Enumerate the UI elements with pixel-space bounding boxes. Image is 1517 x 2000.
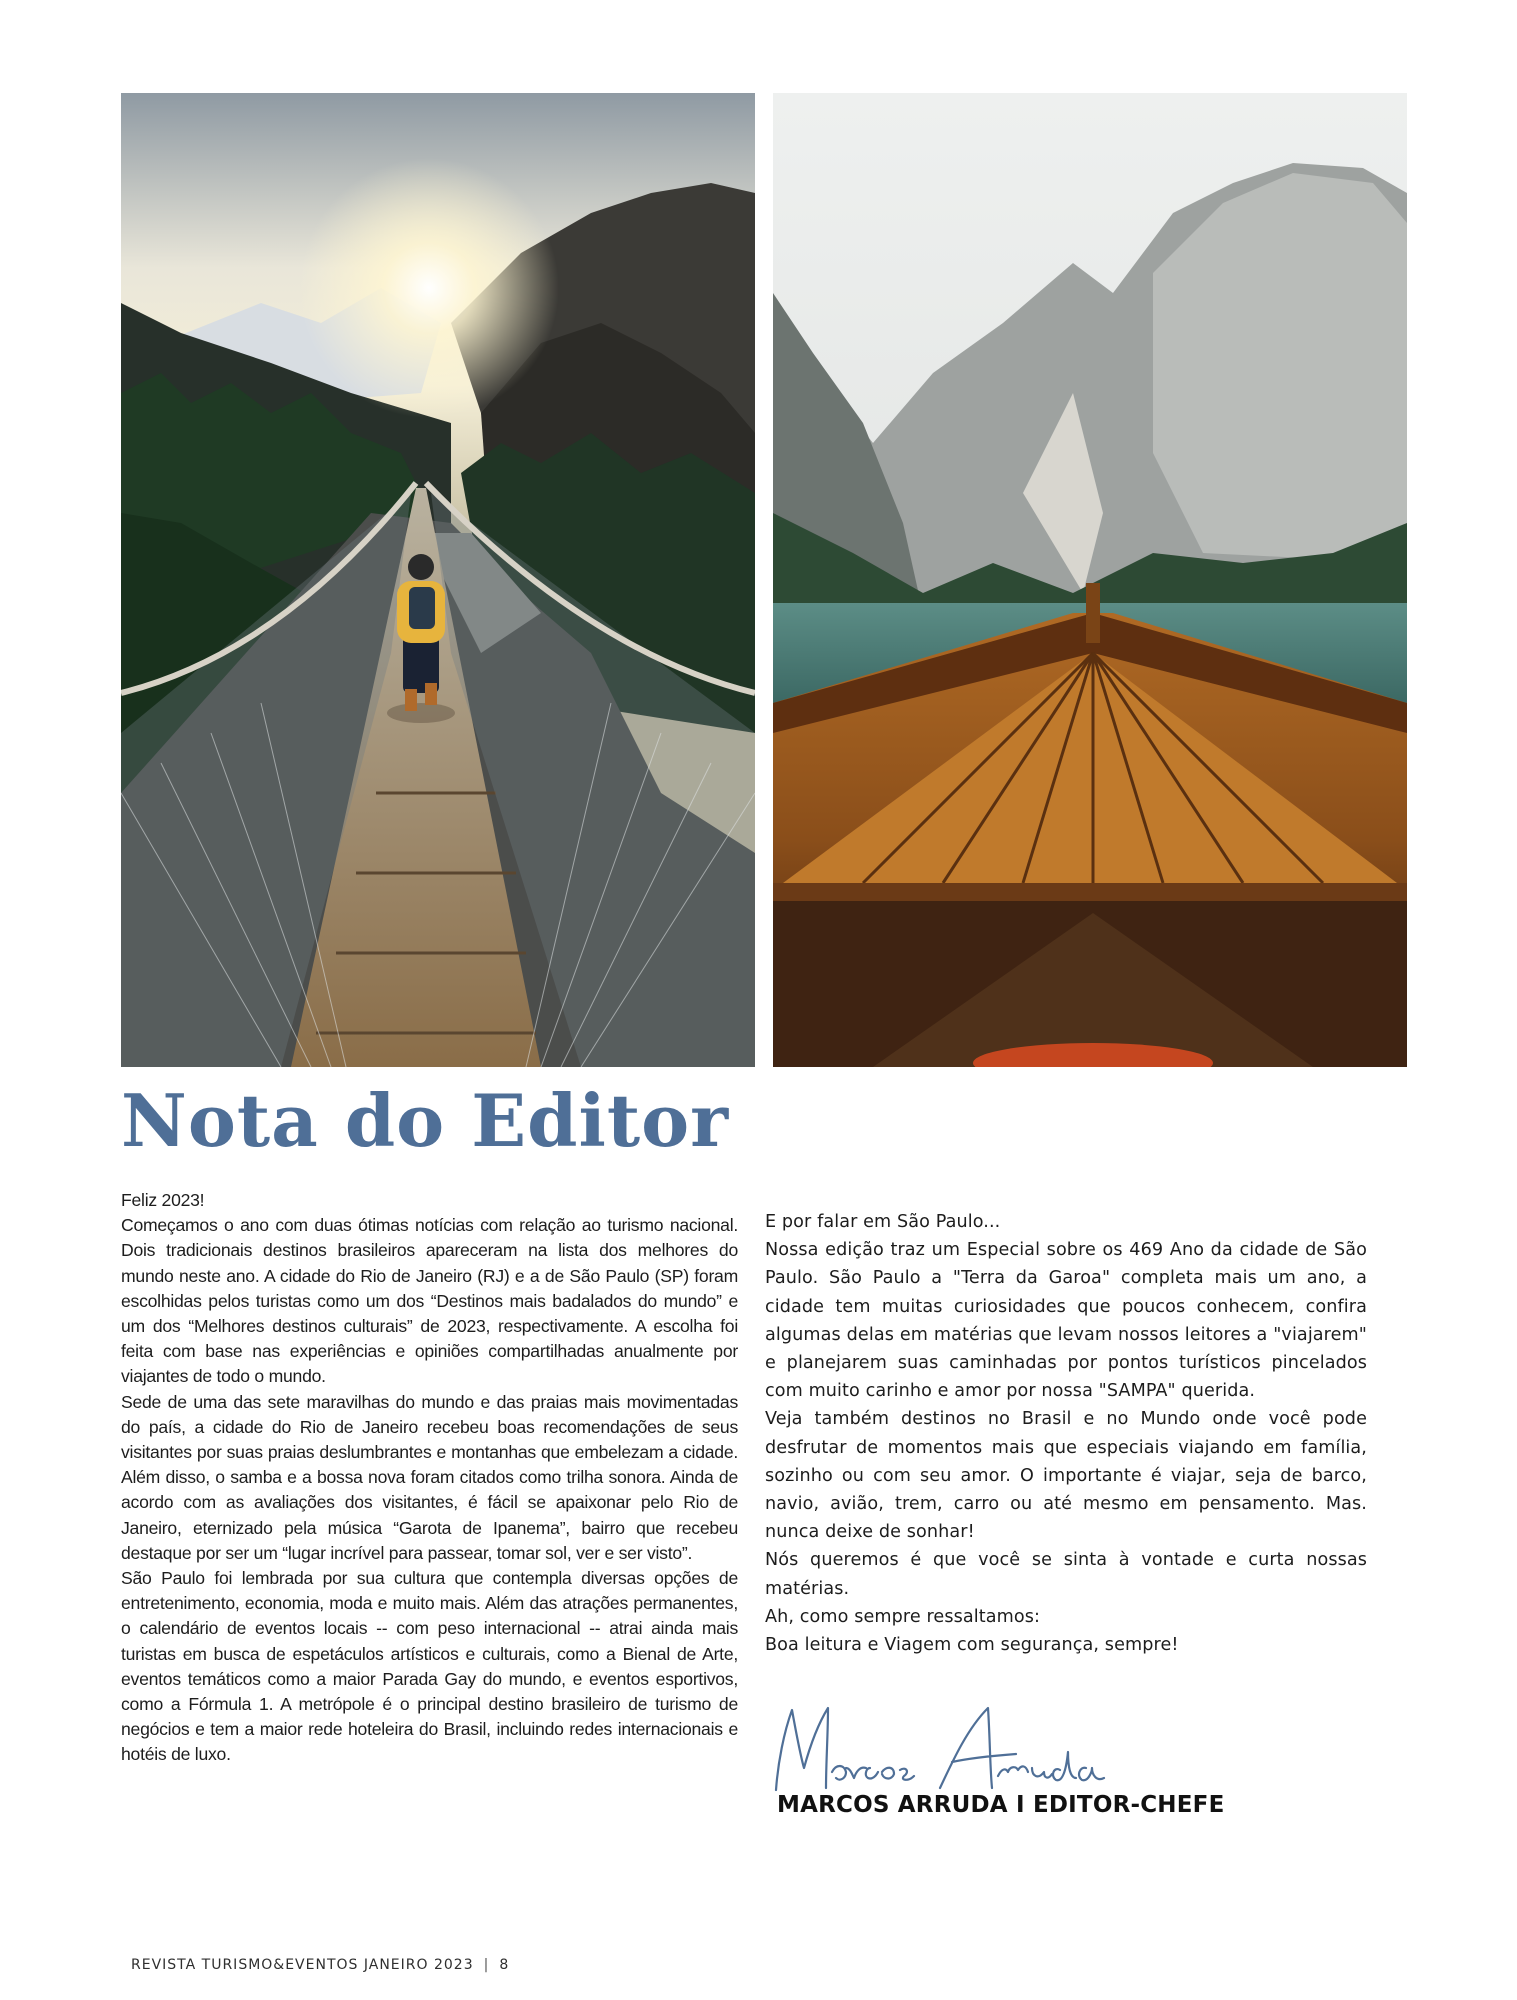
body-paragraph: Nós queremos é que você se sinta à vontade e curta nossas matérias. bbox=[765, 1550, 1367, 1599]
publication-name: REVISTA TURISMO&EVENTOS JANEIRO 2023 bbox=[131, 1957, 474, 1973]
handwritten-signature bbox=[770, 1702, 1130, 1794]
bridge-photo bbox=[121, 93, 755, 1067]
body-paragraph: Sede de uma das sete maravilhas do mundo e das praias mais movimentadas do país, a cidade do Rio de Janeiro recebeu boas recomendações de seus visitantes por suas praias deslumbrantes e montanhas que embelezam a cidade. Além disso, o samba e a bossa nova foram citados como trilha sonora. Ainda de acordo com as avaliações dos visitantes, é fácil se apaixonar pelo Rio de Janeiro, eternizado pela música “Garota de Ipanema”, bairro que recebeu destaque por ser um “lugar incrível para passear, tomar sol, ver e ser visto”. bbox=[121, 1391, 738, 1563]
body-paragraph: São Paulo foi lembrada por sua cultura que contempla diversas opções de entretenimento, economia, moda e muito mais. Além das atrações permanentes, o calendário de eventos locais -- com peso internacional -- atrai ainda mais turistas em busca de espetáculos artísticos e culturais, como a Bienal de Arte, eventos temáticos como a maior Parada Gay do mundo, e eventos esportivos, como a Fórmula 1. A metrópole é o principal destino brasileiro de turismo de negócios e tem a maior rede hoteleira do Brasil, incluindo redes internacionais e hotéis de luxo. bbox=[121, 1568, 738, 1765]
page-number: 8 bbox=[499, 1957, 510, 1973]
body-paragraph: Veja também destinos no Brasil e no Mundo onde você pode desfrutar de momentos mais que especiais viajando em família, sozinho ou com seu amor. O importante é viajar, seja de barco, navio, avião, trem, carro ou até mesmo em pensamento. Mas. nunca deixe de sonhar! bbox=[765, 1409, 1367, 1543]
editor-name: MARCOS ARRUDA I EDITOR-CHEFE bbox=[777, 1792, 1225, 1818]
footer-separator: | bbox=[483, 1957, 490, 1973]
editorial-left-column bbox=[121, 1188, 738, 1768]
boat-photo bbox=[773, 93, 1407, 1067]
greeting-paragraph: Feliz 2023! bbox=[121, 1190, 205, 1210]
body-paragraph: Começamos o ano com duas ótimas notícias com relação ao turismo nacional. Dois tradicionais destinos brasileiros apareceram na lista dos melhores do mundo neste ano. A cidade do Rio de Janeiro (RJ) e a de São Paulo (SP) foram escolhidas pelos turistas como um dos “Destinos mais badalados do mundo” e um dos “Melhores destinos culturais” de 2023, respectivamente. A escolha foi feita com base nas experiências e opiniões compartilhadas anualmente por viajantes de todo o mundo. bbox=[121, 1215, 738, 1387]
page-title: Nota do Editor bbox=[121, 1078, 730, 1163]
body-paragraph: Ah, como sempre ressaltamos: bbox=[765, 1606, 1041, 1627]
bridge-photo-illustration bbox=[121, 93, 755, 1067]
editorial-right-column bbox=[765, 1208, 1367, 1659]
closing-paragraph: Boa leitura e Viagem com segurança, sempre! bbox=[765, 1635, 1179, 1656]
body-paragraph: E por falar em São Paulo... bbox=[765, 1212, 1001, 1232]
page-footer bbox=[131, 1957, 509, 1973]
boat-photo-illustration bbox=[773, 93, 1407, 1067]
body-paragraph: Nossa edição traz um Especial sobre os 469 Ano da cidade de São Paulo. São Paulo a "Terra da Garoa" completa mais um ano, a cidade tem muitas curiosidades que poucos conhecem, confira algumas delas em matérias que levam nossos leitores a "viajarem" e planejarem suas caminhadas por pontos turísticos pincelados com muito carinho e amor por nossa "SAMPA" querida. bbox=[765, 1240, 1367, 1402]
